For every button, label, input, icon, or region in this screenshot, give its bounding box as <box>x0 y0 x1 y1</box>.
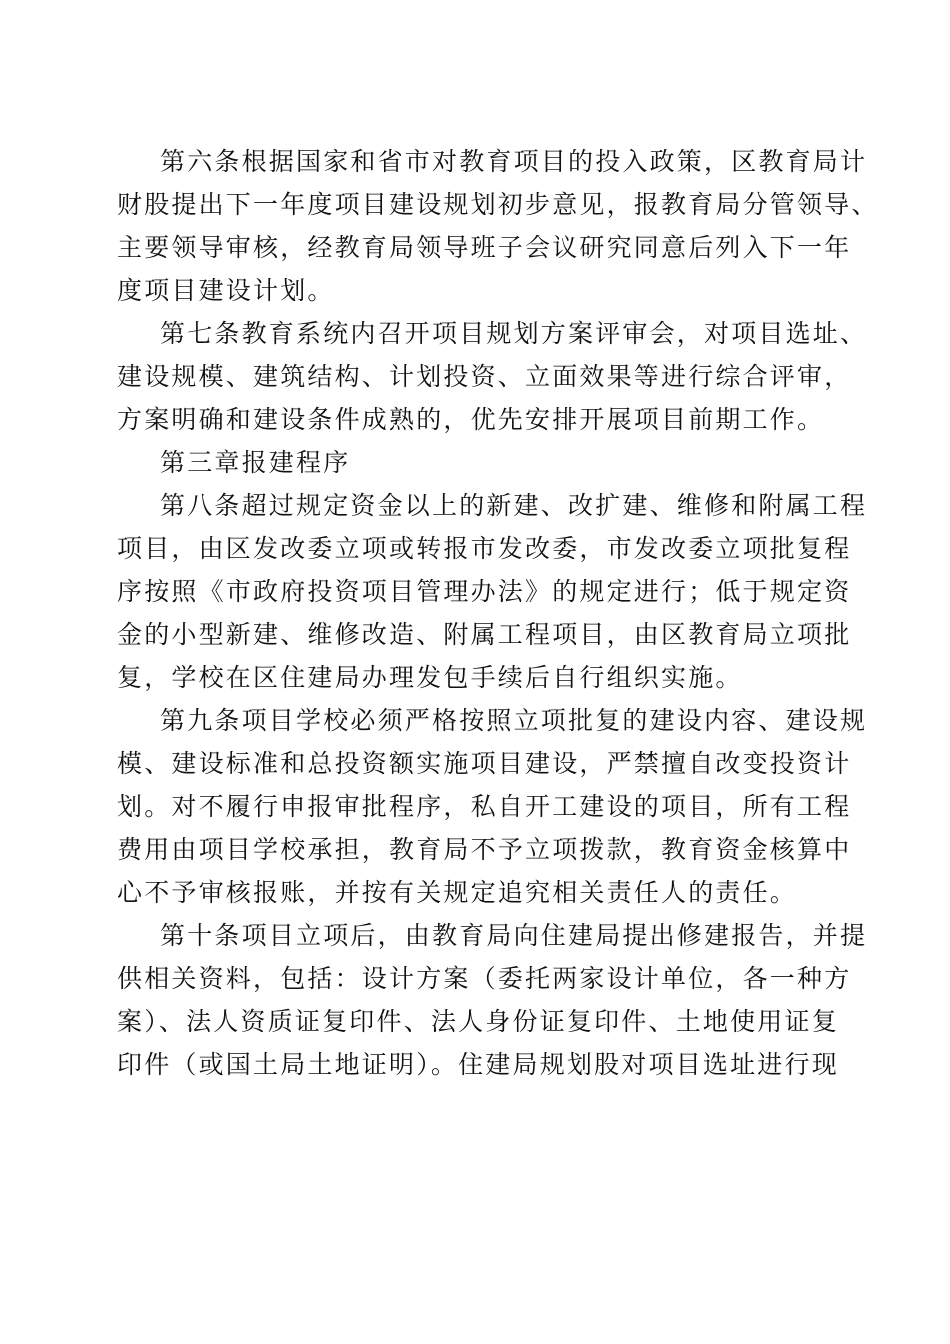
paragraph-article-6-line-2: 财股提出下一年度项目建设规划初步意见，报教育局分管领导、 <box>117 190 879 219</box>
paragraph-article-8-line-3: 序按照《市政府投资项目管理办法》的规定进行；低于规定资 <box>117 577 852 606</box>
paragraph-article-6-line-1: 第六条根据国家和省市对教育项目的投入政策，区教育局计 <box>160 147 868 176</box>
chapter-3-heading: 第三章报建程序 <box>160 448 351 477</box>
paragraph-article-9-line-5: 心不予审核报账，并按有关规定追究相关责任人的责任。 <box>117 878 798 907</box>
paragraph-article-10-line-4: 印件（或国土局土地证明）。住建局规划股对项目选址进行现 <box>117 1050 839 1079</box>
paragraph-article-8-line-5: 复，学校在区住建局办理发包手续后自行组织实施。 <box>117 663 743 692</box>
paragraph-article-10-line-1: 第十条项目立项后，由教育局向住建局提出修建报告，并提 <box>160 921 868 950</box>
paragraph-article-9-line-1: 第九条项目学校必须严格按照立项批复的建设内容、建设规 <box>160 706 868 735</box>
paragraph-article-10-line-3: 案）、法人资质证复印件、法人身份证复印件、土地使用证复 <box>117 1007 839 1036</box>
paragraph-article-9-line-2: 模、建设标准和总投资额实施项目建设，严禁擅自改变投资计 <box>117 749 852 778</box>
paragraph-article-9-line-3: 划。对不履行申报审批程序，私自开工建设的项目，所有工程 <box>117 792 852 821</box>
paragraph-article-8-line-1: 第八条超过规定资金以上的新建、改扩建、维修和附属工程 <box>160 491 868 520</box>
paragraph-article-9-line-4: 费用由项目学校承担，教育局不予立项拨款，教育资金核算中 <box>117 835 852 864</box>
paragraph-article-7-line-3: 方案明确和建设条件成熟的，优先安排开展项目前期工作。 <box>117 405 825 434</box>
paragraph-article-8-line-4: 金的小型新建、维修改造、附属工程项目，由区教育局立项批 <box>117 620 852 649</box>
document-body <box>117 140 879 1086</box>
paragraph-article-6-line-3: 主要领导审核，经教育局领导班子会议研究同意后列入下一年 <box>117 233 852 262</box>
paragraph-article-7-line-2: 建设规模、建筑结构、计划投资、立面效果等进行综合评审， <box>117 362 852 391</box>
paragraph-article-10-line-2: 供相关资料，包括：设计方案（委托两家设计单位，各一种方 <box>117 964 852 993</box>
paragraph-article-6-line-4: 度项目建设计划。 <box>117 276 335 305</box>
paragraph-article-8-line-2: 项目，由区发改委立项或转报市发改委，市发改委立项批复程 <box>117 534 852 563</box>
paragraph-article-7-line-1: 第七条教育系统内召开项目规划方案评审会，对项目选址、 <box>160 319 868 348</box>
